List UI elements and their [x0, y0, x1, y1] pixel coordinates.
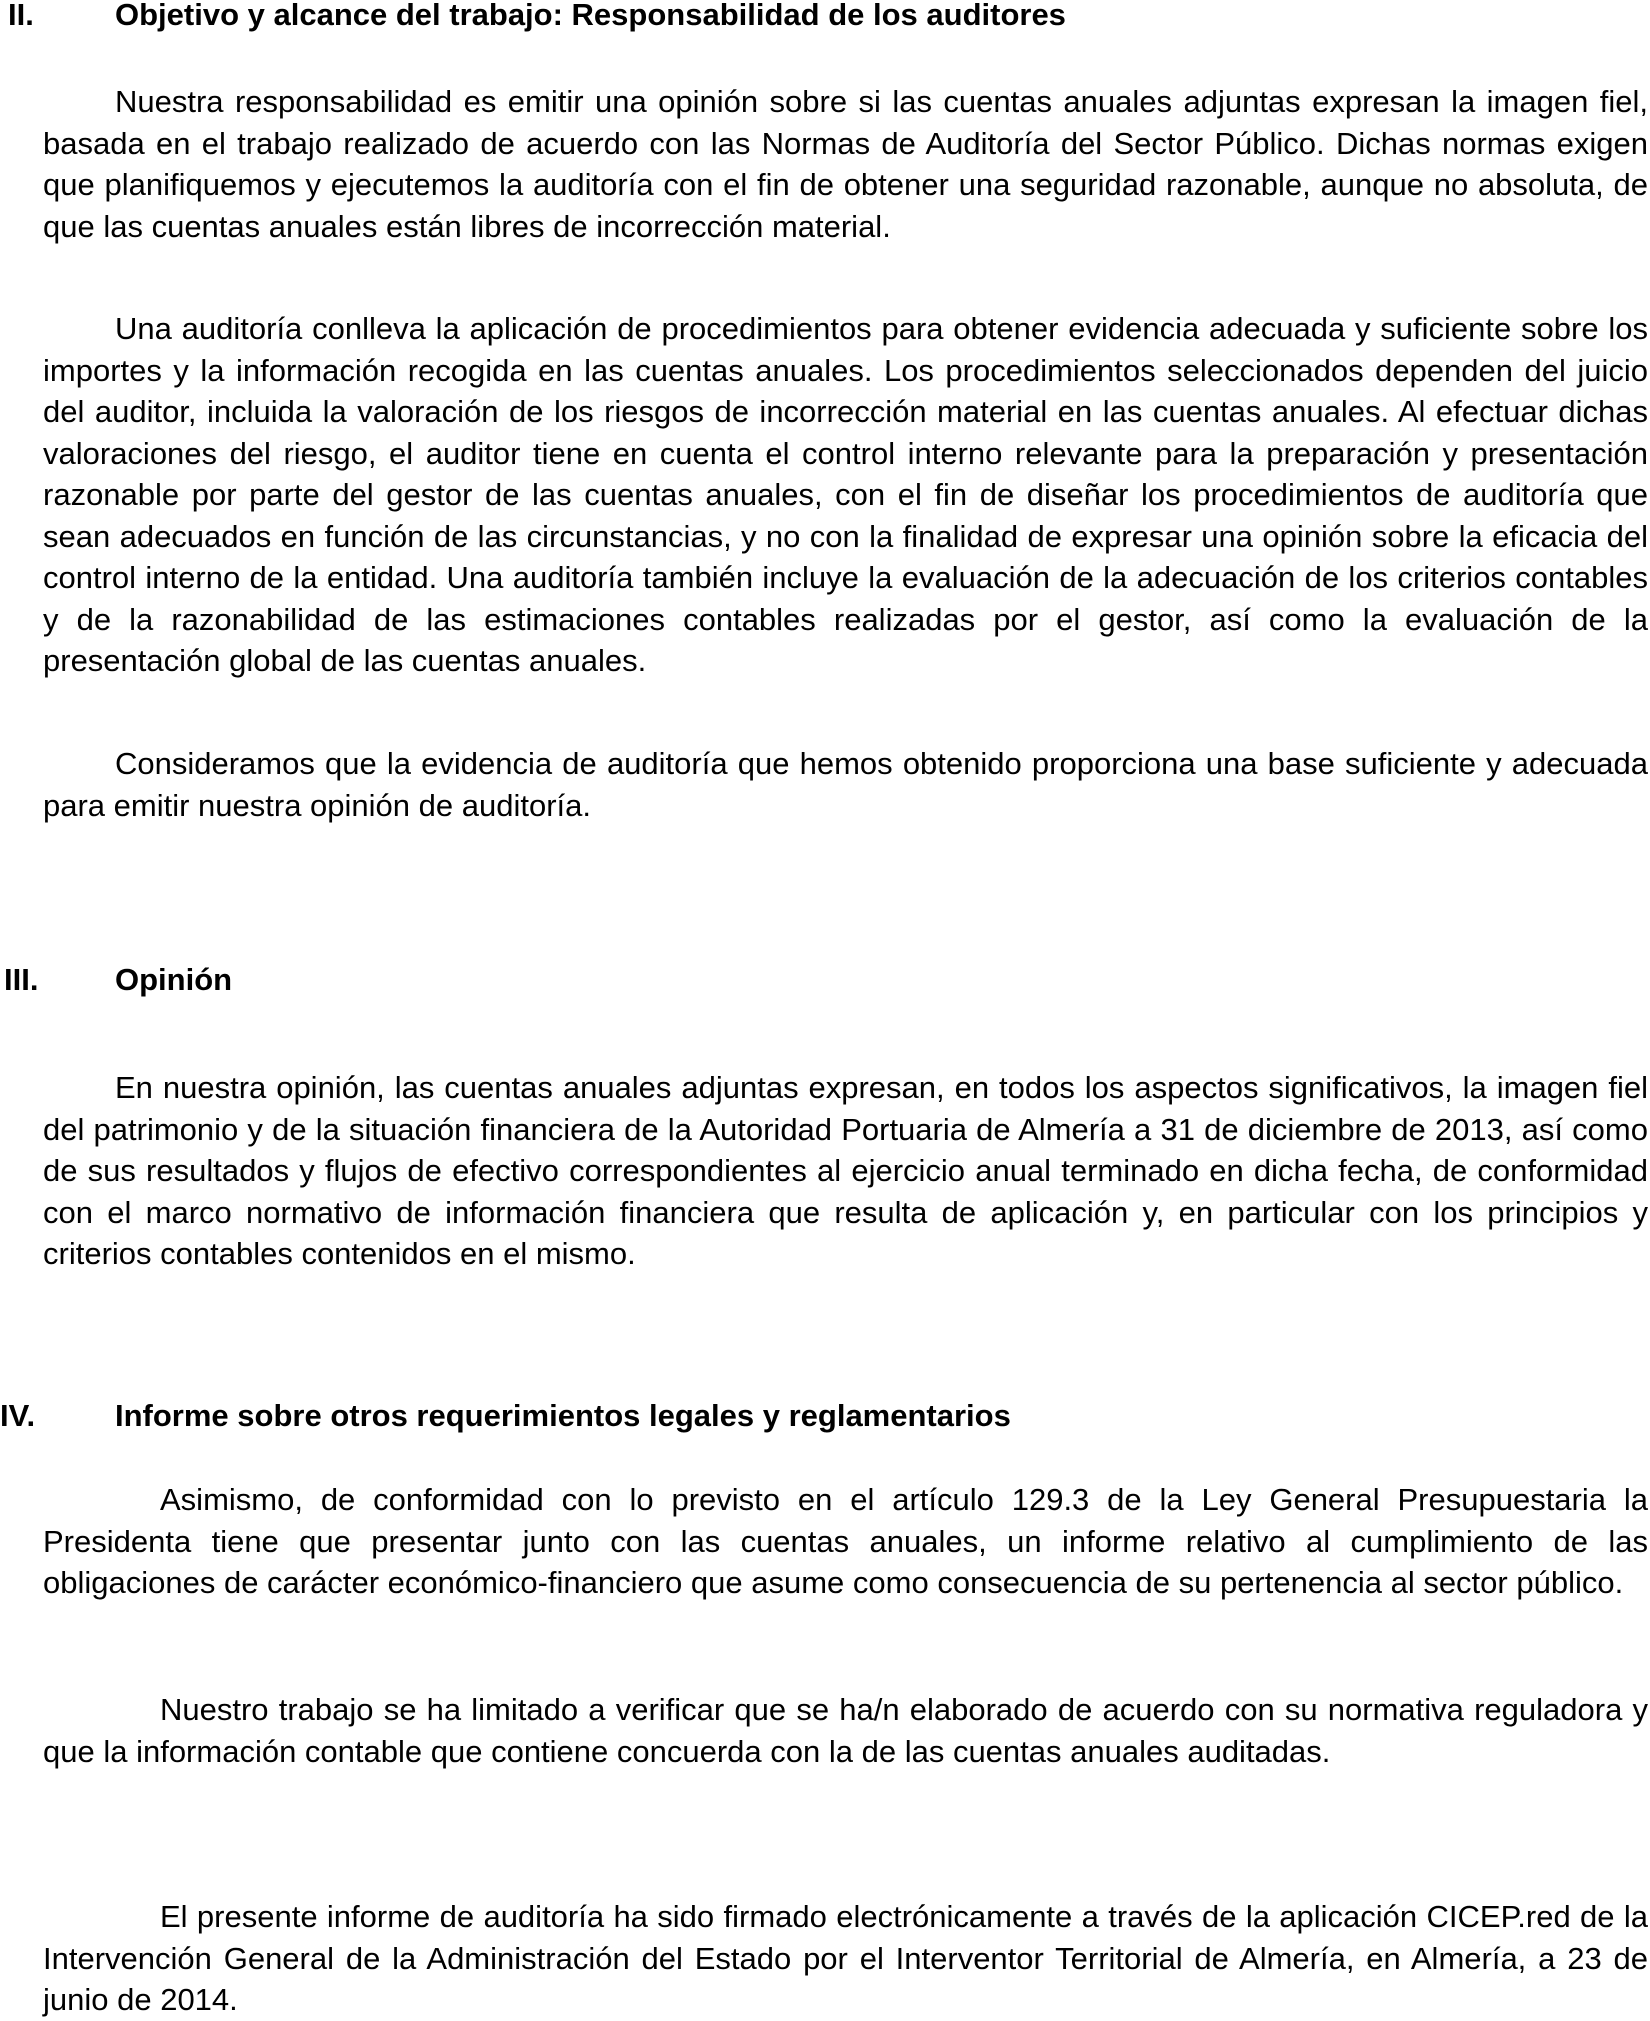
section-number: II.: [8, 0, 34, 32]
paragraph: Nuestro trabajo se ha limitado a verificar que se ha/n elaborado de acuerdo con su normativa reguladora y que la información contable que contiene concuerda con la de las cuentas anuales auditadas.: [43, 1692, 1648, 1769]
section-number: IV.: [0, 1398, 36, 1433]
section-number: III.: [4, 962, 39, 997]
paragraph: Nuestra responsabilidad es emitir una opinión sobre si las cuentas anuales adjuntas expresan la imagen fiel, basada en el trabajo realizado de acuerdo con las Normas de Auditoría del Sector Público. Dichas normas exigen que planifiquemos y ejecutemos la auditoría con el fin de obtener una seguridad razonable, aunque no absoluta, de que las cuentas anuales están libres de incorrección material.: [43, 84, 1648, 244]
paragraph: Una auditoría conlleva la aplicación de procedimientos para obtener evidencia adecuada y suficiente sobre los importes y la información recogida en las cuentas anuales. Los procedimientos seleccionados dependen del juicio del auditor, incluida la valoración de los riesgos de incorrección material en las cuentas anuales. Al efectuar dichas valoraciones del riesgo, el auditor tiene en cuenta el control interno relevante para la preparación y presentación razonable por parte del gestor de las cuentas anuales, con el fin de diseñar los procedimientos de auditoría que sean adecuados en función de las circunstancias, y no con la finalidad de expresar una opinión sobre la eficacia del control interno de la entidad. Una auditoría también incluye la evaluación de la adecuación de los criterios contables y de la razonabilidad de las estimaciones contables realizadas por el gestor, así como la evaluación de la presentación global de las cuentas anuales.: [43, 311, 1648, 678]
paragraph: El presente informe de auditoría ha sido firmado electrónicamente a través de la aplicación CICEP.red de la Intervención General de la Administración del Estado por el Interventor Territorial de Almería, en Almería, a 23 de junio de 2014.: [43, 1899, 1648, 2017]
section-title: Opinión: [115, 962, 233, 997]
paragraph: Asimismo, de conformidad con lo previsto en el artículo 129.3 de la Ley General Presupuestaria la Presidenta tiene que presentar junto con las cuentas anuales, un informe relativo al cumplimiento de las obligaciones de carácter económico-financiero que asume como consecuencia de su pertenencia al sector público.: [43, 1482, 1648, 1600]
section-title: Informe sobre otros requerimientos legales y reglamentarios: [115, 1398, 1011, 1433]
section-title: Objetivo y alcance del trabajo: Responsabilidad de los auditores: [115, 0, 1066, 32]
paragraph: Consideramos que la evidencia de auditoría que hemos obtenido proporciona una base suficiente y adecuada para emitir nuestra opinión de auditoría.: [43, 746, 1648, 823]
paragraph: En nuestra opinión, las cuentas anuales adjuntas expresan, en todos los aspectos significativos, la imagen fiel del patrimonio y de la situación financiera de la Autoridad Portuaria de Almería a 31 de diciembre de 2013, así como de sus resultados y flujos de efectivo correspondientes al ejercicio anual terminado en dicha fecha, de conformidad con el marco normativo de información financiera que resulta de aplicación y, en particular con los principios y criterios contables contenidos en el mismo.: [43, 1070, 1648, 1271]
